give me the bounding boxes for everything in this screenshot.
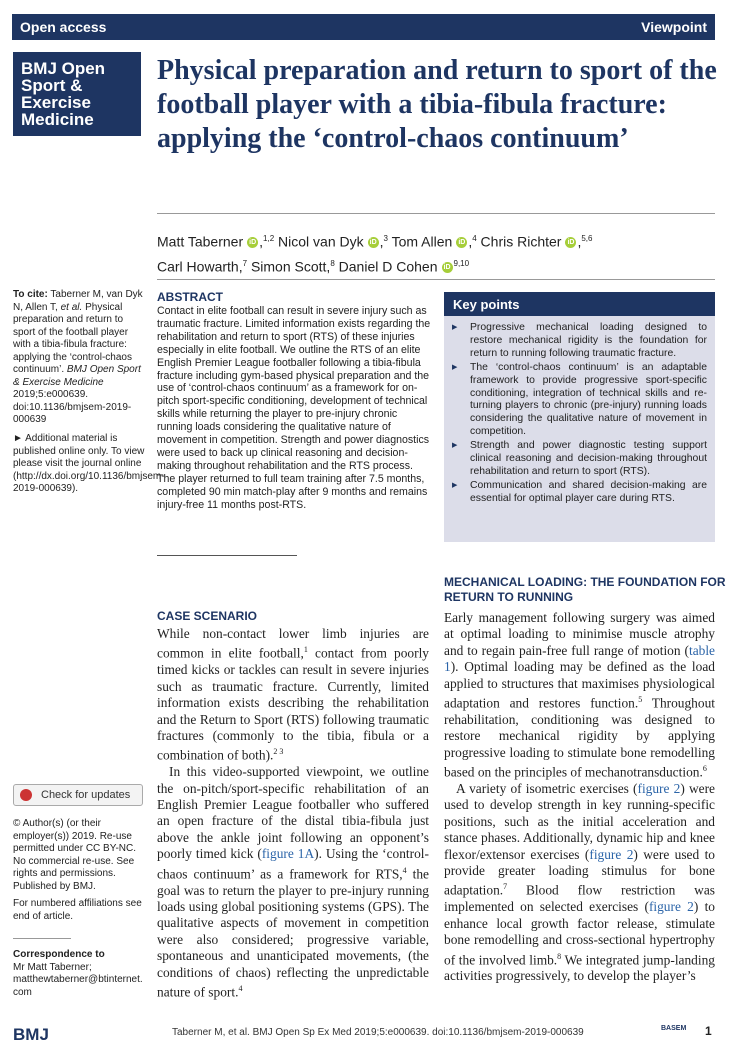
abstract-heading: ABSTRACT	[157, 290, 223, 304]
journal-logo-line: Exercise	[21, 93, 91, 112]
case-paragraph	[157, 626, 429, 764]
abstract-text: Contact in elite football can result in severe injury such as traumatic fracture. Limited information exists regarding the rehabilitation and return to sport (RTS) of these injuries especially in elite football. We outline the RTS of an elite English Premier League footballer following a tibia-fibula fracture including gym-based physical preparation and the use of ‘control-chaos continuum’ as a framework for on-pitch sport-specific conditioning, development of technical skills while returning the player to pre-injury chronic running loads considering the qualitative nature of movement in competition. Strength and power diagnostics were used to back up clinical reasoning and decision-making throughout rehabilitation and the RTS process. The player returned to full team training after 7.5 months, completed 90 min match-play after 9 months and remains injury-free 11 months post-RTS.	[157, 305, 431, 511]
abstract-divider	[157, 555, 297, 556]
ref-sup[interactable]: 7	[503, 882, 508, 892]
basem-logo: BASEM	[661, 1025, 687, 1032]
text-run: ). Optimal loading may be defined as the load applied to structures that maximises physiological adaptation and restores function.	[444, 659, 715, 711]
text-run: ). Using the ‘control-chaos continuum’ as a framework for RTS,	[157, 846, 429, 882]
journal-logo-line: BMJ Open	[21, 59, 106, 78]
author-name[interactable]: Simon Scott	[250, 258, 327, 275]
mech-paragraph	[444, 610, 715, 781]
mech-heading-line: RETURN TO RUNNING	[444, 590, 574, 604]
text-run: We integrated jump-landing activities progressively, to develop the player’s	[444, 952, 715, 984]
case-body	[157, 626, 429, 1001]
case-heading: CASE SCENARIO	[157, 609, 258, 623]
journal-logo-line: Sport &	[21, 76, 83, 95]
copyright-note: © Author(s) (or their employer(s)) 2019. Re-use permitted under CC BY-NC. No commercial re-use. See rights and permissions. Published by BMJ.	[13, 818, 137, 892]
affiliations-note: For numbered affiliations see end of article.	[13, 898, 142, 922]
orcid-icon[interactable]: iD	[249, 239, 257, 247]
check-updates-icon	[20, 789, 32, 801]
author-name[interactable]: Tom Allen	[391, 233, 453, 250]
cite-authors: Taberner M, van Dyk N, Allen T,	[13, 289, 143, 313]
cite-label: To cite:	[13, 289, 48, 300]
text-run: Blood flow restriction was implemented on selected exercises (	[444, 882, 715, 915]
table-link[interactable]: table 1	[444, 642, 715, 675]
key-point-item: ▶ The ‘control-chaos continuum’ is an adaptable framework to provide progressive sport-specific conditioning, integration of technical skills and re-turning players to chronic (pre-injury) running loads considering the qualitative nature of movement in competition.	[470, 362, 707, 439]
correspondence-divider	[13, 938, 71, 939]
citation-block	[13, 289, 145, 427]
affiliation-sup: 1,2	[263, 234, 275, 243]
orcid-icon[interactable]: iD	[443, 264, 451, 272]
correspondence-label: Correspondence to	[13, 949, 105, 960]
page-number: 1	[705, 1024, 712, 1038]
open-access-label: Open access	[20, 19, 107, 35]
affiliation-sup: 4	[472, 234, 477, 243]
ref-sup[interactable]: 5	[638, 695, 643, 705]
ref-sup[interactable]: 4	[402, 865, 407, 875]
affiliation-sup: 5,6	[581, 234, 593, 243]
figure-link[interactable]: figure 1A	[261, 846, 315, 862]
ref-sup[interactable]: 2 3	[273, 747, 284, 757]
title-divider	[157, 213, 715, 214]
author-list: Matt Taberner iD ,$^{1,2}$ Nicol van Dyk iD ,$^3$ Tom Allen iD ,$^4$ Chris Richter iD ,$^{5,6}$ Carl Howarth,$^7$ Simon Scott,$^8$ Daniel D Cohen iD $^{9,10}$	[157, 233, 593, 275]
affiliation-sup: 9,10	[453, 258, 470, 268]
author-name[interactable]: Chris Richter	[480, 233, 562, 250]
cite-etal: et al.	[60, 301, 83, 313]
figure-link[interactable]: figure 2	[648, 899, 694, 915]
correspondence-name: Mr Matt Taberner;	[13, 961, 92, 973]
authors-divider	[157, 279, 715, 280]
mech-body	[444, 610, 715, 985]
bmj-logo[interactable]: BMJ	[13, 1025, 49, 1044]
mech-heading	[444, 575, 726, 605]
text-run: contact from poorly timed kicks or tackles can result in severe injuries such as traumatic fracture. Currently, limited information exists describing the rehabilitation and the Return to Sport (RTS) following traumatic fractures (commonly to the tibia, fibula or a combination of both).	[157, 645, 429, 763]
article-type-label: Viewpoint	[641, 19, 707, 35]
orcid-icon[interactable]: iD	[458, 239, 466, 247]
additional-material-note[interactable]: ► Additional material is published online only. To view please visit the journal online (http://dx.doi.org/10.1136/bmjsem-2019-000639).	[13, 433, 165, 494]
ref-sup[interactable]: 4	[238, 983, 243, 993]
text-run: ) were used to provide greater loading stimulus for bone adaptation.	[444, 846, 715, 898]
journal-logo-line: Medicine	[21, 110, 94, 129]
text-run: ) were used to develop strength in key running-specific positions, such as the initial acceleration and stance phases. Additionally, dynamic hip and knee flexor/extensor exercises (	[444, 781, 715, 862]
ref-sup[interactable]: 8	[557, 951, 562, 961]
affiliation-sup: 7	[242, 258, 248, 268]
key-point-item: ▶ Progressive mechanical loading designed to restore mechanical rigidity is the foundation for return to running following traumatic fracture.	[470, 322, 707, 361]
figure-link[interactable]: figure 2	[589, 846, 634, 862]
key-point-item: ▶ Strength and power diagnostic testing support clinical reasoning and decision-making throughout rehabilitation and return to sport (RTS).	[470, 440, 707, 479]
cite-journal: BMJ Open Sport & Exercise Medicine	[13, 364, 141, 388]
author-name[interactable]: Carl Howarth	[157, 258, 239, 275]
key-points-heading: Key points	[444, 292, 715, 316]
affiliation-sup: 8	[330, 258, 335, 268]
author-name[interactable]: Matt Taberner	[157, 233, 244, 250]
check-for-updates-button[interactable]	[13, 784, 143, 806]
orcid-icon[interactable]: iD	[369, 239, 377, 247]
author-name[interactable]: Daniel D Cohen	[338, 258, 438, 275]
ref-sup[interactable]: 1	[303, 645, 308, 655]
journal-logo[interactable]	[13, 52, 141, 136]
affiliation-sup: 3	[383, 234, 388, 243]
text-run: A variety of isometric exercises (	[456, 781, 638, 796]
mech-paragraph	[444, 781, 715, 985]
top-banner	[12, 14, 715, 40]
cite-ref: 2019;5:e000639. doi:10.1136/bmjsem-2019-000639	[13, 389, 132, 425]
text-run: While non-contact lower limb injuries are common in elite football,	[157, 626, 429, 661]
correspondence-email[interactable]: matthewtaberner@btinternet.com	[13, 974, 143, 998]
key-points-box	[444, 292, 715, 542]
key-point-item: ▶ Communication and shared decision-making are essential for optimal player care during RTS.	[470, 480, 707, 506]
text-run: In this video-supported viewpoint, we outline the on-pitch/sport-specific rehabilitation of an English Premier League footballer who suffered an open fracture of the distal tibia-fibula just above the ankle joint following an opponent’s poorly timed kick (	[157, 764, 429, 862]
figure-link[interactable]: figure 2	[637, 781, 681, 796]
check-updates-label: Check for updates	[41, 789, 131, 801]
mech-heading-line: MECHANICAL LOADING: THE FOUNDATION FOR	[444, 575, 726, 589]
cite-text: Physical preparation and return to sport of the football player with a tibia-fibula fracture: applying the ‘control-chaos continuum’.	[13, 301, 132, 375]
case-paragraph	[157, 764, 429, 1001]
text-run: Throughout rehabilitation, conditioning was designed to restore mechanical rigidity by applying progressive loading to stimulate bone remodelling based on the principles of mechanotransduction.	[444, 695, 715, 780]
orcid-icon[interactable]: iD	[567, 239, 575, 247]
text-run: the goal was to return the player to pre-injury running loads using global positioning systems (GPS). The qualitative aspects of movement in competition were also considered; progressive variable, spontaneous and unanticipated movements, (the conditions of chaos) reflecting the unpredictable nature of sport.	[157, 866, 429, 1000]
text-run: Early management following surgery was aimed at optimal loading to minimise muscle atrophy and to regain pain-free full range of motion (	[444, 610, 715, 658]
footer-citation: Taberner M, et al. BMJ Open Sp Ex Med 2019;5:e000639. doi:10.1136/bmjsem-2019-000639	[172, 1027, 584, 1038]
ref-sup[interactable]: 6	[702, 764, 707, 774]
text-run: ) to enhance local growth factor release, stimulate bone remodelling and cross-sectional hypertrophy of the involved limb.	[444, 899, 715, 967]
author-name[interactable]: Nicol van Dyk	[278, 233, 364, 250]
article-title: Physical preparation and return to sport of the football player with a tibia-fibula fracture: applying the ‘control-chaos continuum’	[157, 55, 717, 154]
correspondence-block	[13, 949, 145, 999]
